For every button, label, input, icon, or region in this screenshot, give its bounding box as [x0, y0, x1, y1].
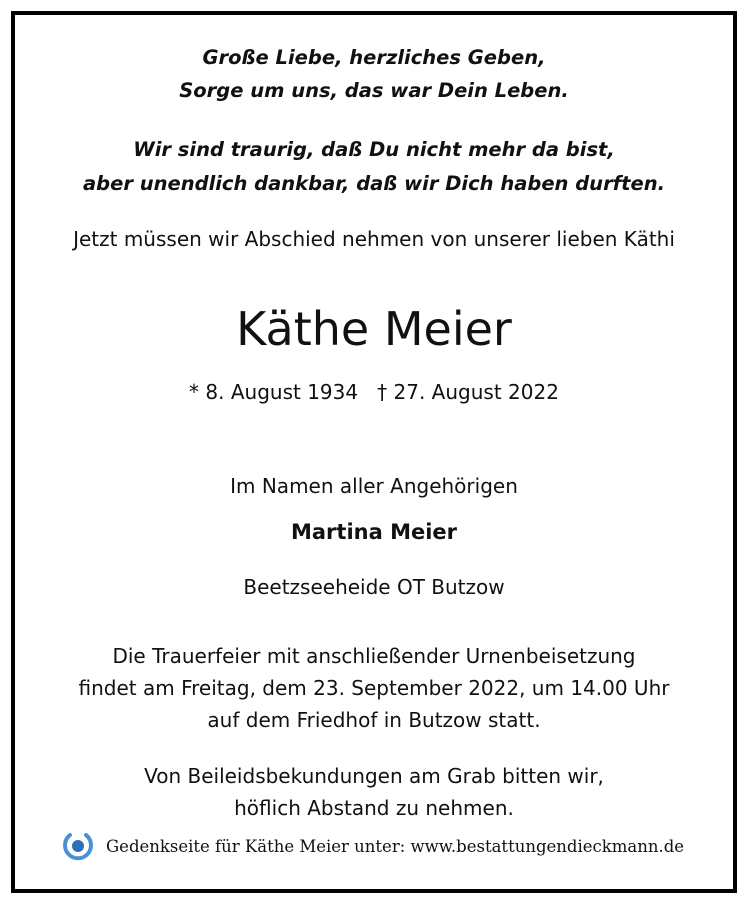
condolence-line-1: Von Beileidsbekundungen am Grab bitten wir, — [144, 764, 604, 788]
verse-line-4: aber unendlich dankbar, daß wir Dich haben durften. — [82, 172, 666, 195]
verse-line-1: Große Liebe, herzliches Geben, — [202, 46, 546, 69]
ceremony-line-3: auf dem Friedhof in Butzow statt. — [207, 708, 541, 732]
deceased-name: Käthe Meier — [236, 302, 512, 356]
memorial-page-link-text[interactable]: Gedenkseite für Käthe Meier unter: www.bestattungendieckmann.de — [106, 836, 685, 856]
intro-text: Jetzt müssen wir Abschied nehmen von unserer lieben Käthi — [73, 227, 675, 251]
signer-place: Beetzseeheide OT Butzow — [243, 575, 505, 599]
memorial-page-footer[interactable] — [62, 830, 684, 862]
ceremony-line-2: findet am Freitag, dem 23. September 2022, um 14.00 Uhr — [78, 676, 670, 700]
signer-name: Martina Meier — [290, 520, 458, 544]
on-behalf-text: Im Namen aller Angehörigen — [230, 474, 518, 498]
life-dates: * 8. August 1934 † 27. August 2022 — [189, 380, 559, 404]
verse-line-3: Wir sind traurig, daß Du nicht mehr da bist, — [133, 138, 615, 161]
verse-line-2: Sorge um uns, das war Dein Leben. — [179, 79, 569, 102]
ceremony-line-1: Die Trauerfeier mit anschließender Urnenbeisetzung — [112, 644, 636, 668]
memorial-logo-icon — [62, 830, 94, 862]
condolence-line-2: höflich Abstand zu nehmen. — [234, 796, 514, 820]
obituary-frame — [11, 11, 737, 893]
